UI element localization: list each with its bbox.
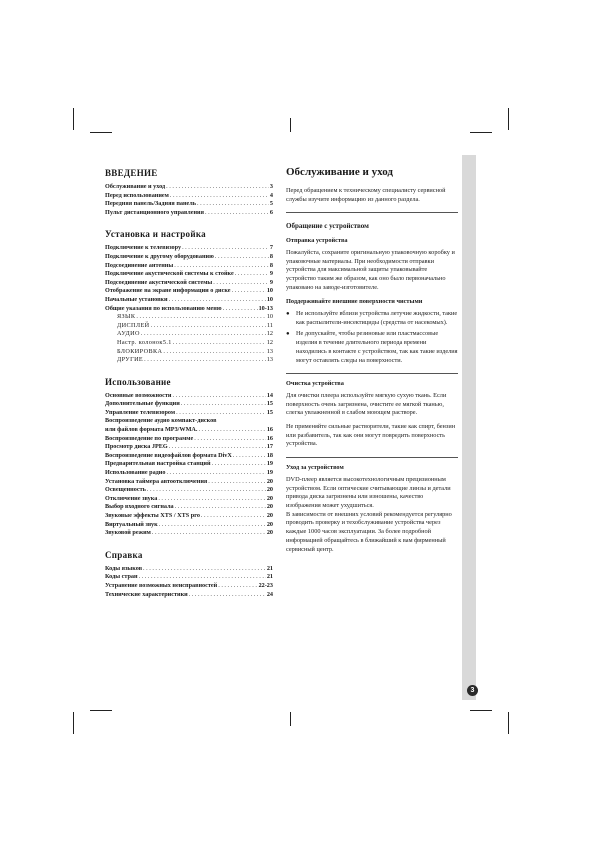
toc-entry-page: 16	[266, 426, 273, 434]
toc-leader-dots	[233, 452, 266, 461]
toc-leader-dots	[205, 209, 269, 218]
toc-entry	[105, 322, 273, 331]
toc-leader-dots	[173, 339, 266, 348]
divider	[286, 212, 458, 213]
toc-section	[105, 168, 273, 217]
toc-entry-title: Воспроизведение видеофайлов формата DivX	[105, 451, 232, 459]
toc-entry-page: 18	[266, 451, 273, 459]
toc-entry-title: Основные возможности	[105, 391, 172, 399]
cleaning-heading: Очистка устройства	[286, 380, 344, 388]
toc-entry-page: 20	[266, 520, 273, 528]
toc-entry-page: 10	[266, 287, 273, 295]
toc-leader-dots	[201, 512, 266, 521]
toc-entry	[105, 565, 273, 574]
center-mark-bottom	[290, 712, 291, 726]
toc-entry-page: 3	[269, 183, 273, 190]
toc-entry-title: Установка таймера автоотключения	[105, 477, 208, 485]
bullet-icon: ●	[286, 311, 290, 318]
toc-entry	[105, 270, 273, 279]
toc-leader-dots	[143, 565, 266, 574]
toc-entry	[105, 582, 273, 591]
toc-entry	[105, 330, 273, 339]
toc-entry-title: Технические характеристики	[105, 590, 188, 598]
toc-leader-dots	[159, 521, 266, 530]
toc-leader-dots	[166, 183, 269, 192]
toc-entry	[105, 503, 273, 512]
toc-entry	[105, 409, 273, 418]
toc-entry-title: Обслуживание и уход	[105, 183, 166, 190]
toc-entry-title: Подключение к телевизору	[105, 244, 182, 252]
toc-entry	[105, 400, 273, 409]
toc-entry	[105, 591, 273, 600]
toc-section	[105, 550, 273, 599]
toc-entry-page: 13	[266, 356, 273, 364]
toc-entry-title: Виртуальный звук	[105, 520, 158, 528]
toc-entry-page: 8	[269, 252, 273, 260]
toc-leader-dots	[215, 253, 269, 262]
toc-entry-page: 15	[266, 408, 273, 416]
toc-entry-title: Управление телевизором	[105, 408, 176, 416]
toc-leader-dots	[223, 305, 258, 314]
toc-entry-title: ЯЗЫК	[117, 313, 136, 321]
toc-entry	[105, 209, 273, 218]
toc-leader-dots	[152, 529, 266, 538]
toc-entry-page: 6	[269, 208, 273, 216]
toc-entry	[105, 356, 273, 365]
toc-leader-dots	[181, 400, 266, 409]
toc-entry	[105, 512, 273, 521]
toc-entry	[105, 244, 273, 253]
article-title: Обслуживание и уход	[286, 166, 393, 178]
toc-entry-page: 4	[269, 191, 273, 199]
toc-entry	[105, 452, 273, 461]
toc-entry-title: Просмотр диска JPEG	[105, 443, 168, 451]
crop-mark-tl-h	[90, 132, 112, 133]
toc-entry-title: Освещенность	[105, 486, 146, 494]
toc-leader-dots	[189, 591, 266, 600]
toc-leader-dots	[170, 192, 269, 201]
shipping-paragraph: Пожалуйста, сохраните оригинальную упаковочную коробку и упаковочные материалы. При необходимости отправки устройства для максимальной защиты упаковывайте устройство таким же образом, как оно было первоначально упаковано на заводе-изготовителе.	[286, 248, 455, 291]
toc-entry-title: Перед использованием	[105, 191, 169, 199]
toc-entry	[105, 348, 273, 357]
toc-entry	[105, 183, 273, 192]
toc-leader-dots	[151, 322, 267, 331]
toc-entry	[105, 521, 273, 530]
toc-entry-page: 24	[266, 590, 273, 598]
crop-mark-tr-h	[470, 132, 492, 133]
care-paragraph-1: DVD-плеер является высокотехнологичным прецизионным устройством. Если оптические считывающие линзы и детали привода диска загрязнены или изношены, качество изображения может ухудшиться.	[286, 475, 451, 509]
toc-entry-page: 16	[266, 434, 273, 442]
toc-entry-page: 17	[266, 443, 273, 451]
toc-leader-dots	[197, 200, 269, 209]
intro-paragraph: Перед обращением к техническому специалисту сервисной службы изучите информацию из данного раздела.	[286, 187, 446, 203]
toc-entry-title: Дополнительные функции	[105, 400, 180, 408]
toc-entry	[105, 460, 273, 469]
toc-entry-page: 10-13	[258, 304, 273, 312]
toc-leader-dots	[175, 503, 266, 512]
toc-section-heading: ВВЕДЕНИЕ	[105, 168, 158, 178]
side-tab-strip	[462, 155, 476, 700]
page-number-badge: 3	[467, 685, 478, 696]
handling-heading: Обращение с устройством	[286, 222, 369, 231]
toc-entry	[105, 279, 273, 288]
toc-leader-dots	[218, 582, 257, 591]
toc-leader-dots	[147, 486, 266, 495]
toc-entry-title: Подсоединение акустической системы	[105, 278, 213, 286]
toc-section	[105, 377, 273, 538]
toc-leader-dots	[208, 478, 266, 487]
toc-entry-page: 15	[266, 400, 273, 408]
toc-leader-dots	[158, 495, 265, 504]
toc-leader-dots	[172, 392, 265, 401]
crop-mark-bl-v	[73, 712, 74, 734]
toc-entry-title: Воспроизведение аудио компакт-дисков	[105, 417, 217, 425]
crop-mark-br-v	[508, 712, 509, 734]
toc-entry-page: 12	[266, 330, 273, 338]
toc-section-heading: Справка	[105, 549, 143, 560]
crop-mark-tr-v	[508, 108, 509, 130]
toc-entry	[105, 192, 273, 201]
toc-leader-dots	[198, 426, 265, 435]
toc-leader-dots	[141, 330, 266, 339]
toc-entry	[105, 392, 273, 401]
toc-entry-title: ДРУГИЕ	[117, 356, 144, 364]
crop-mark-bl-h	[90, 710, 112, 711]
toc-entry	[105, 573, 273, 582]
toc-entry-title: Начальные установки	[105, 295, 168, 303]
toc-entry-title: Воспроизведение по программе	[105, 434, 194, 442]
care-paragraph-2: В зависимости от внешних условий рекомендуется регулярно проводить проверку и техобслуживание устройства через каждые 1000 часов эксплуатации. За более подробной информацией обращайтесь в ближайший к вам фирменный сервисный центр.	[286, 510, 452, 553]
toc-entry	[105, 296, 273, 305]
toc-leader-dots	[169, 296, 266, 305]
toc-section-heading: Использование	[105, 376, 171, 387]
bullet-text: Не используйте вблизи устройства летучие жидкости, такие как распылители-инсектициды (средства от насекомых).	[296, 310, 458, 326]
toc-entry-page: 22-23	[258, 581, 273, 589]
crop-mark-br-h	[470, 710, 492, 711]
toc-entry-title: Передняя панель/Задняя панель	[105, 200, 197, 208]
toc-entry-page: 19	[266, 460, 273, 468]
toc-entry-title: Коды стран	[105, 573, 138, 581]
toc-entry-title: АУДИО	[117, 330, 140, 338]
table-of-contents	[105, 168, 273, 611]
toc-entry-title: Звуковые эффекты XTS / XTS pro	[105, 512, 200, 519]
toc-entry-page: 19	[266, 469, 273, 477]
toc-entry	[105, 486, 273, 495]
toc-entry-page: 10	[266, 295, 273, 303]
toc-leader-dots	[136, 313, 265, 322]
toc-entry-page: 20	[266, 494, 273, 502]
toc-entry-page: 20	[266, 503, 273, 511]
toc-leader-dots	[163, 348, 265, 357]
toc-entry-title: Настр. колонок5.1	[117, 338, 172, 346]
toc-leader-dots	[174, 262, 269, 271]
toc-entry	[105, 305, 273, 314]
toc-entry	[105, 200, 273, 209]
toc-entry	[105, 253, 273, 262]
toc-leader-dots	[144, 356, 266, 365]
toc-leader-dots	[212, 460, 266, 469]
toc-leader-dots	[232, 287, 266, 296]
toc-leader-dots	[166, 469, 265, 478]
toc-entry-title: Коды языков	[105, 564, 143, 572]
toc-entry-page: 20	[266, 529, 273, 537]
toc-entry-page: 13	[266, 347, 273, 355]
center-mark-top	[290, 118, 291, 132]
bullet-item	[286, 310, 458, 327]
toc-entry-page: 9	[269, 270, 273, 278]
toc-entry-page: 10	[266, 313, 273, 321]
toc-entry	[105, 339, 273, 348]
cleaning-paragraph-2: Не применяйте сильные растворители, такие как спирт, бензин или разбавитель, так как они могут повредить поверхность устройства.	[286, 423, 456, 448]
toc-leader-dots	[176, 409, 266, 418]
article-column	[286, 166, 458, 559]
toc-leader-dots	[139, 573, 266, 582]
toc-entry-title: Подключение к другому оборудованию	[105, 252, 214, 260]
shipping-heading: Отправка устройства	[286, 237, 348, 245]
toc-leader-dots	[182, 244, 269, 253]
toc-entry-title: БЛОКИРОВКА	[117, 347, 163, 355]
bullet-item	[286, 330, 458, 365]
toc-entry-title: Отключение звука	[105, 494, 158, 502]
toc-section-heading: Установка и настройка	[105, 229, 206, 240]
toc-entry-title: Общие указания по использованию меню	[105, 304, 222, 312]
toc-entry-title: Использование радио	[105, 469, 166, 477]
toc-entry-page: 21	[266, 573, 273, 581]
toc-entry-title: Отображение на экране информации о диске	[105, 287, 231, 295]
toc-leader-dots	[213, 279, 269, 288]
toc-leader-dots	[169, 443, 266, 452]
toc-entry	[105, 435, 273, 444]
crop-mark-tl-v	[73, 108, 74, 130]
toc-entry-page: 11	[267, 321, 273, 329]
toc-entry-page: 12	[266, 338, 273, 346]
toc-entry-title: Звуковой режим	[105, 529, 151, 537]
toc-entry-page: 20	[266, 477, 273, 485]
toc-entry	[105, 478, 273, 487]
toc-entry-title: Устранение возможных неисправностей	[105, 581, 218, 589]
toc-entry-page: 20	[266, 512, 273, 519]
bullet-text: Не допускайте, чтобы резиновые или пластмассовые изделия в течение длительного периода времени находились в контакте с устройством, так как такие изделия могут оставлять следы на поверхности.	[296, 330, 458, 364]
toc-entry	[105, 443, 273, 452]
divider	[286, 457, 458, 458]
toc-entry	[105, 495, 273, 504]
toc-entry-title: ДИСПЛЕЙ	[117, 321, 150, 329]
toc-entry-page: 8	[269, 261, 273, 269]
toc-entry-page: 9	[269, 278, 273, 286]
toc-entry-title: или файлов формата MP3/WMA.	[105, 426, 198, 434]
clean-surface-heading: Поддерживайте внешние поверхности чистыми	[286, 298, 423, 306]
toc-leader-dots	[235, 270, 269, 279]
toc-entry-page: 5	[269, 200, 273, 208]
toc-entry-page: 21	[266, 564, 273, 572]
toc-section	[105, 229, 273, 364]
toc-entry	[105, 417, 273, 426]
toc-entry-title: Выбор входного сигнала	[105, 503, 174, 511]
toc-entry	[105, 529, 273, 538]
toc-entry-title: Подсоединение антенны	[105, 261, 174, 269]
toc-entry	[105, 287, 273, 296]
toc-entry-page: 20	[266, 486, 273, 494]
bullet-icon: ●	[286, 331, 290, 338]
toc-entry	[105, 469, 273, 478]
toc-entry-title: Подключение акустической системы к стойке	[105, 270, 234, 278]
toc-entry	[105, 262, 273, 271]
cleaning-paragraph-1: Для очистки плеера используйте мягкую сухую ткань. Если поверхность очень загрязнена, очистите ее мягкой тканью, слегка увлажненной в слабом моющем растворе.	[286, 391, 447, 417]
toc-entry	[105, 426, 273, 435]
toc-entry-page: 7	[269, 244, 273, 252]
toc-entry-title: Предварительная настройка станций	[105, 460, 211, 468]
toc-entry	[105, 313, 273, 322]
toc-entry-title: Пульт дистанционного управления	[105, 208, 204, 216]
care-heading: Уход за устройством	[286, 464, 344, 472]
toc-entry-page: 14	[266, 391, 273, 399]
toc-leader-dots	[194, 435, 266, 444]
divider	[286, 373, 458, 374]
